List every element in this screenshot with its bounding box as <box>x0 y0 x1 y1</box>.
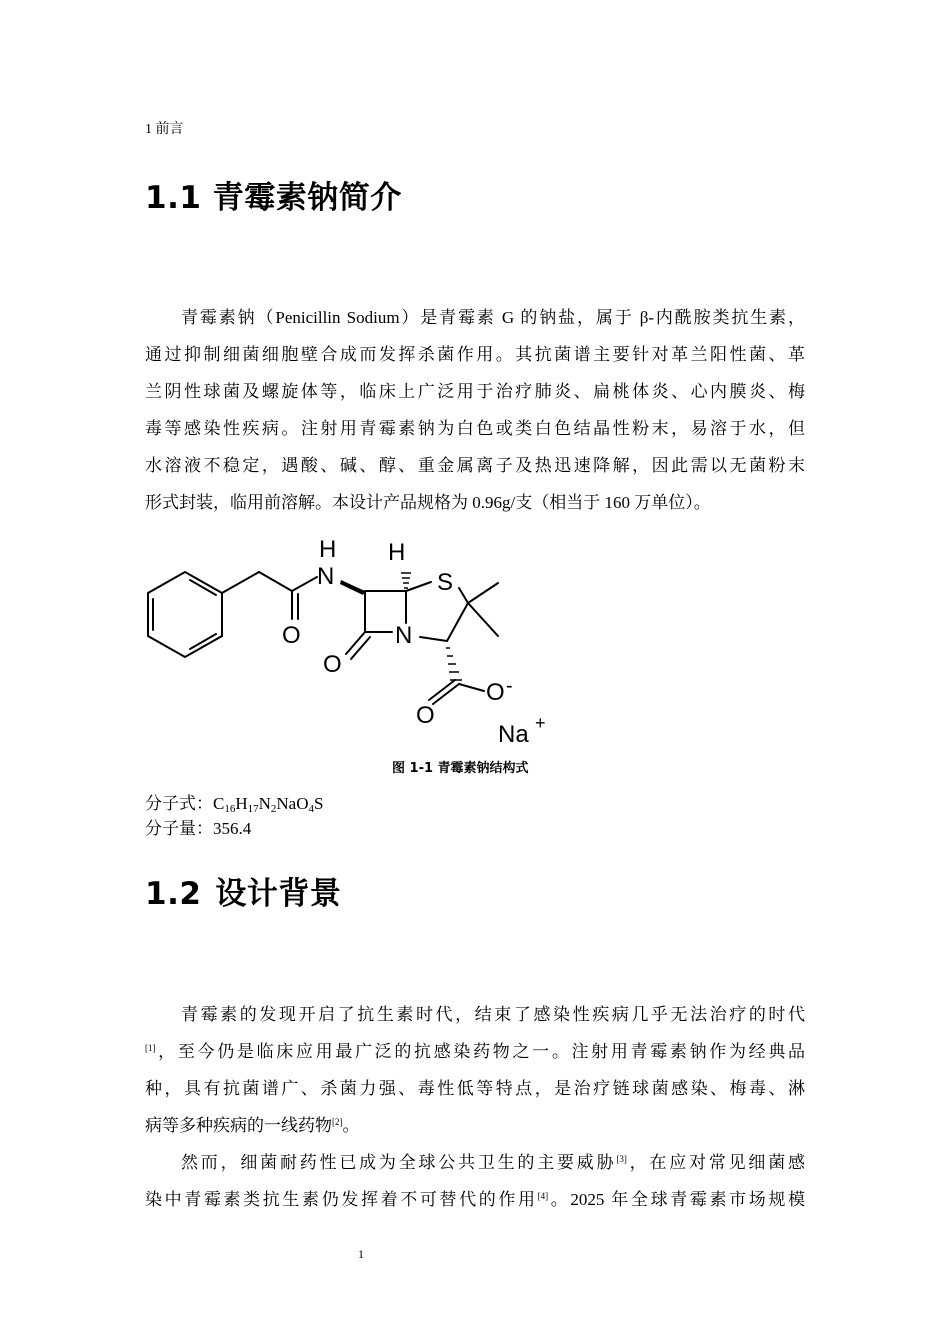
paragraph-line: 形式封装，临用前溶解。本设计产品规格为 0.96g/支（相当于 160 万单位）。 <box>145 493 711 512</box>
molecular-formula <box>145 791 323 816</box>
paragraph-line <box>145 1038 805 1075</box>
bond <box>406 582 431 591</box>
formula-subscript: 2 <box>270 803 277 815</box>
paragraph-line <box>145 1149 805 1186</box>
atom-label: H <box>388 539 406 566</box>
atom-label: O <box>323 651 342 678</box>
bond <box>346 632 365 654</box>
weight-value: 356.4 <box>213 819 252 838</box>
formula-element: O <box>296 794 309 813</box>
paragraph-line: 水溶液不稳定，遇酸、碱、醇、重金属离子及热迅速降解，因此需以无菌粉末 <box>145 456 805 475</box>
atom-label: N <box>395 622 413 649</box>
section-heading-1-2 <box>145 868 341 913</box>
molecular-info <box>145 791 323 841</box>
figure-caption: 图 1-1 青霉素钠结构式 <box>392 761 529 776</box>
formula-subscript: 4 <box>308 803 315 815</box>
atom-label: Na <box>498 721 529 748</box>
citation: [3] <box>616 1154 627 1164</box>
paragraph-line: 种，具有抗菌谱广、杀菌力强、毒性低等特点，是治疗链球菌感染、梅毒、淋 <box>145 1079 805 1098</box>
bond <box>222 572 259 593</box>
atom-label: O <box>486 679 505 706</box>
molecular-weight <box>145 816 323 841</box>
bond <box>420 637 447 641</box>
paragraph-line: 青霉素钠（Penicillin Sodium）是青霉素 G 的钠盐，属于 β-内酰胺类抗生素， <box>181 308 805 327</box>
section-heading-1-1: 1.1 青霉素钠简介 <box>145 180 402 216</box>
formula-element: N <box>258 794 271 813</box>
formula-element: S <box>314 794 324 813</box>
formula-label: 分子式： <box>145 794 213 813</box>
text-run: 病等多种疾病的一线药物 <box>145 1116 332 1135</box>
paragraph-line: 毒等感染性疾病。注射用青霉素钠为白色或类白色结晶性粉末，易溶于水，但 <box>145 419 805 438</box>
atom-label: H <box>319 536 337 563</box>
atom-label: N <box>317 563 335 590</box>
bond <box>459 588 468 603</box>
formula-subscript: 17 <box>247 803 259 815</box>
weight-label: 分子量： <box>145 819 213 838</box>
formula-element: C <box>213 794 225 813</box>
heading-text: 设计背景 <box>215 876 342 912</box>
bond <box>259 572 292 591</box>
heading-number: 1.2 <box>145 876 202 912</box>
bond <box>447 603 468 641</box>
paragraph-line: 青霉素的发现开启了抗生素时代，结束了感染性疾病几乎无法治疗的时代 <box>181 1005 805 1024</box>
methyl-bond <box>468 583 498 603</box>
paragraph-line <box>145 1112 805 1149</box>
background-paragraph-2 <box>145 1149 805 1223</box>
page-number: 1 <box>358 1247 364 1261</box>
running-head: 1 前言 <box>145 122 184 137</box>
wedge-bond <box>340 580 365 595</box>
penicillin-sodium-structure <box>140 530 580 755</box>
text-run: ，在应对常见细菌感 <box>626 1153 806 1172</box>
citation: [4] <box>537 1191 549 1201</box>
atom-label: S <box>437 569 454 596</box>
paragraph-line: 兰阴性球菌及螺旋体等，临床上广泛用于治疗肺炎、扁桃体炎、心内膜炎、梅 <box>145 382 805 401</box>
formula-element: H <box>235 794 248 813</box>
charge-label: - <box>506 675 513 697</box>
methyl-bond <box>468 603 498 636</box>
intro-paragraph <box>145 304 805 526</box>
formula-subscript: 16 <box>224 803 236 815</box>
atom-label: O <box>416 702 435 729</box>
paragraph-line <box>145 1186 805 1223</box>
bond <box>459 684 484 691</box>
charge-label: + <box>535 713 546 733</box>
formula-element: Na <box>276 794 297 813</box>
text-run: 然而，细菌耐药性已成为全球公共卫生的主要威胁 <box>181 1153 617 1172</box>
paragraph-line: 通过抑制细菌细胞壁合成而发挥杀菌作用。其抗菌谱主要针对革兰阳性菌、革 <box>145 345 805 364</box>
citation: [1] <box>145 1043 156 1053</box>
double-bond <box>351 637 370 659</box>
benzene-ring <box>148 572 222 657</box>
text-run: ，至今仍是临床应用最广泛的抗感染药物之一。注射用青霉素钠作为经典品 <box>155 1042 805 1061</box>
hashed-bond <box>446 648 462 680</box>
bond <box>292 577 317 591</box>
background-paragraph <box>145 1001 805 1149</box>
atom-label: O <box>282 622 301 649</box>
text-run: 。 <box>342 1116 360 1135</box>
hashed-bond <box>401 573 411 588</box>
text-run: 。2025 年全球青霉素市场规模 <box>548 1190 805 1209</box>
text-run: 染中青霉素类抗生素仍发挥着不可替代的作用 <box>145 1190 538 1209</box>
citation: [2] <box>332 1117 343 1127</box>
